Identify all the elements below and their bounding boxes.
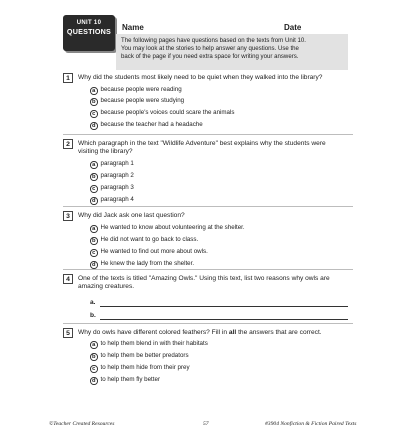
- question-text: [78, 140, 363, 157]
- answer-option[interactable]: [90, 160, 134, 169]
- answer-option[interactable]: [90, 340, 208, 349]
- option-text: paragraph 3: [100, 184, 134, 191]
- question-text-part: Why do owls have different colored feathers? Fill in: [78, 329, 229, 336]
- question-number: 5: [63, 328, 73, 338]
- option-text: He knew the lady from the shelter.: [100, 260, 195, 267]
- question-number: 4: [63, 274, 73, 284]
- option-text: He wanted to know about volunteering at the shelter.: [100, 224, 245, 231]
- option-circle-icon[interactable]: d: [91, 262, 96, 268]
- option-text: to help them hide from their prey: [100, 364, 190, 371]
- answer-option[interactable]: [90, 97, 184, 106]
- option-text: He did not want to go back to class.: [100, 236, 199, 243]
- option-text: because people's voices could scare the animals: [100, 109, 235, 116]
- option-text: because people were studying: [100, 97, 185, 104]
- blank-label-b: b.: [90, 312, 96, 319]
- question-text: [78, 329, 363, 337]
- divider: [63, 323, 353, 324]
- divider: [63, 269, 353, 270]
- instructions-line: The following pages have questions based on the texts from Unit 10.: [121, 37, 306, 44]
- name-date-bar: [116, 21, 348, 35]
- answer-option[interactable]: [90, 121, 203, 130]
- footer-page-number: 57: [203, 421, 209, 427]
- option-circle-icon[interactable]: a: [90, 87, 98, 95]
- answer-option[interactable]: [90, 376, 160, 385]
- option-circle-icon[interactable]: b: [91, 354, 96, 360]
- instructions-line: back of the page if you need extra space for writing your answers.: [121, 53, 299, 61]
- option-circle-icon[interactable]: c: [90, 110, 98, 118]
- question-text-line: Which paragraph in the text "Wildlife Adventure" best explains why the students were: [78, 140, 326, 147]
- option-text: because people were reading: [100, 86, 182, 93]
- option-text: because the teacher had a headache: [100, 121, 203, 128]
- option-circle-icon[interactable]: a: [90, 341, 98, 349]
- answer-line-b[interactable]: [100, 319, 348, 320]
- question-number: 3: [63, 211, 73, 221]
- footer-copyright: ©Teacher Created Resources: [49, 421, 115, 427]
- question-text-line: visiting the library?: [78, 148, 133, 156]
- option-text: He wanted to find out more about owls.: [100, 248, 208, 255]
- option-circle-icon[interactable]: b: [91, 99, 96, 105]
- question-number: 2: [63, 139, 73, 149]
- question-text: [78, 275, 363, 292]
- answer-option[interactable]: [90, 248, 208, 257]
- instructions-box: [116, 34, 348, 70]
- divider: [63, 134, 353, 135]
- option-circle-icon[interactable]: d: [91, 123, 96, 129]
- answer-option[interactable]: [90, 196, 134, 205]
- answer-option[interactable]: [90, 260, 194, 269]
- answer-option[interactable]: [90, 236, 198, 245]
- option-circle-icon[interactable]: b: [91, 174, 96, 180]
- option-circle-icon[interactable]: a: [90, 225, 98, 233]
- option-circle-icon[interactable]: a: [90, 161, 98, 169]
- option-circle-icon[interactable]: b: [91, 238, 96, 244]
- option-text: to help them blend in with their habitats: [100, 340, 208, 347]
- footer-book-title: #3904 Nonfiction & Fiction Paired Texts: [265, 421, 357, 427]
- question-text-line: amazing creatures.: [78, 283, 135, 291]
- question-text-line: One of the texts is titled "Amazing Owls." Using this text, list two reasons why owls are: [78, 275, 330, 282]
- option-text: to help them fly better: [100, 376, 161, 383]
- name-label: Name: [122, 23, 144, 32]
- answer-option[interactable]: [90, 364, 190, 373]
- option-circle-icon[interactable]: d: [91, 378, 96, 384]
- answer-option[interactable]: [90, 109, 234, 118]
- option-circle-icon[interactable]: c: [90, 365, 98, 373]
- option-circle-icon[interactable]: d: [91, 198, 96, 204]
- answer-line-a[interactable]: [100, 306, 348, 307]
- answer-option[interactable]: [90, 172, 134, 181]
- badge-questions-label: QUESTIONS: [66, 27, 112, 36]
- answer-option[interactable]: [90, 224, 245, 233]
- option-circle-icon[interactable]: c: [90, 185, 98, 193]
- date-label: Date: [284, 23, 302, 32]
- option-text: paragraph 4: [100, 196, 134, 203]
- answer-option[interactable]: [90, 86, 182, 95]
- question-number: 1: [63, 73, 73, 83]
- unit-badge: [63, 15, 115, 51]
- option-text: to help them be better predators: [100, 352, 189, 359]
- instructions-line: You may look at the stories to help answer any questions. Use the: [121, 45, 299, 53]
- question-text: Why did Jack ask one last question?: [78, 212, 185, 219]
- option-text: paragraph 2: [100, 172, 134, 179]
- question-text: Why did the students most likely need to be quiet when they walked into the library?: [78, 74, 323, 81]
- badge-unit-label: UNIT 10: [76, 20, 102, 26]
- answer-option[interactable]: [90, 184, 134, 193]
- question-text-part: the answers that are correct.: [236, 329, 322, 336]
- divider: [63, 206, 353, 207]
- answer-option[interactable]: [90, 352, 189, 361]
- option-circle-icon[interactable]: c: [90, 249, 98, 257]
- question-text-emphasis: all: [228, 329, 237, 336]
- blank-label-a: a.: [90, 299, 96, 306]
- option-text: paragraph 1: [100, 160, 134, 167]
